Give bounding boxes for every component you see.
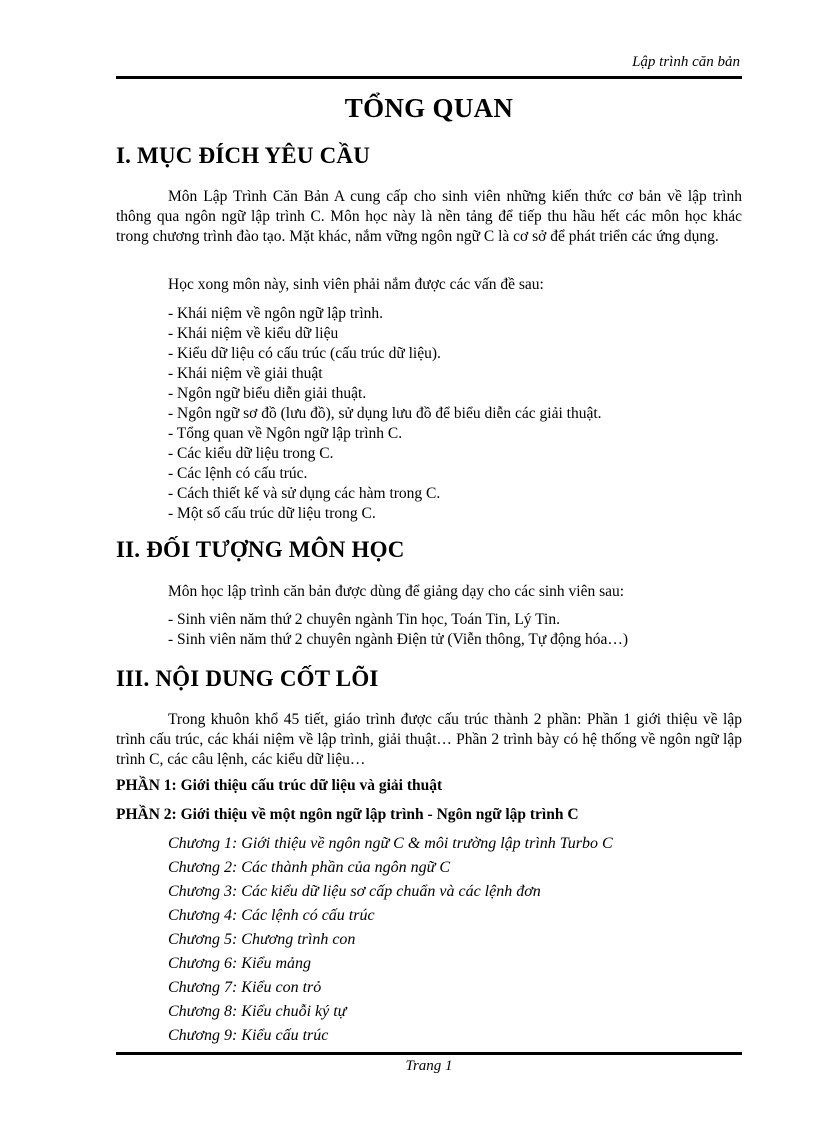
section-2-lead: Môn học lập trình căn bản được dùng để giảng dạy cho các sinh viên sau: [168,583,625,600]
section-1-lead: Học xong môn này, sinh viên phải nắm được các vấn đề sau: [168,276,544,293]
page-title: TỔNG QUAN [344,93,514,123]
section-heading-2: II. ĐỐI TƯỢNG MÔN HỌC [116,537,405,562]
list-item: - Cách thiết kế và sử dụng các hàm trong C. [168,485,441,502]
chapter-item: Chương 3: Các kiểu dữ liệu sơ cấp chuẩn và các lệnh đơn [168,883,541,900]
list-item: - Khái niệm về kiểu dữ liệu [168,325,339,342]
section-1-intro: Môn Lập Trình Căn Bản A cung cấp cho sinh viên những kiến thức cơ bản về lập trình thông qua ngôn ngữ lập trình C. Môn học này là nền tảng để tiếp thu hầu hết các môn học khác trong chương trình đào tạo. Mặt khác, nắm vững ngôn ngữ C là cơ sở để phát triển các ứng dụng. [116,188,742,245]
list-item: - Sinh viên năm thứ 2 chuyên ngành Điện tử (Viễn thông, Tự động hóa…) [168,631,629,648]
list-item: - Các kiểu dữ liệu trong C. [168,445,334,462]
part-1-line: PHẦN 1: Giới thiệu cấu trúc dữ liệu và giải thuật [116,777,443,794]
list-item: - Các lệnh có cấu trúc. [168,465,308,482]
list-item: - Một số cấu trúc dữ liệu trong C. [168,505,376,522]
list-item: - Tổng quan về Ngôn ngữ lập trình C. [168,425,403,442]
chapter-item: Chương 9: Kiểu cấu trúc [168,1027,329,1044]
list-item: - Khái niệm về ngôn ngữ lập trình. [168,305,384,322]
chapter-item: Chương 4: Các lệnh có cấu trúc [168,907,375,924]
chapter-item: Chương 1: Giới thiệu về ngôn ngữ C & môi trường lập trình Turbo C [168,835,613,852]
list-item: - Ngôn ngữ biểu diễn giải thuật. [168,385,367,402]
list-item: - Sinh viên năm thứ 2 chuyên ngành Tin học, Toán Tin, Lý Tin. [168,611,560,628]
section-heading-3: III. NỘI DUNG CỐT LÕI [116,666,379,691]
section-heading-1: I. MỤC ĐÍCH YÊU CẦU [116,143,371,168]
objectives-list [168,304,602,524]
list-item: - Kiểu dữ liệu có cấu trúc (cấu trúc dữ liệu). [168,345,441,362]
footer-rule [116,1052,742,1055]
header-rule [116,76,742,79]
chapter-item: Chương 2: Các thành phần của ngôn ngữ C [168,859,450,876]
list-item: - Khái niệm về giải thuật [168,365,323,382]
chapter-item: Chương 5: Chương trình con [168,931,356,948]
page-number: Trang 1 [405,1058,453,1074]
section-3-intro: Trong khuôn khổ 45 tiết, giáo trình được cấu trúc thành 2 phần: Phần 1 giới thiệu về lập trình cấu trúc, các khái niệm về lập trình, giải thuật… Phần 2 trình bày có hệ thống về ngôn ngữ lập trình C, các câu lệnh, các kiểu dữ liệu… [116,711,742,768]
part-2-line: PHẦN 2: Giới thiệu về một ngôn ngữ lập trình - Ngôn ngữ lập trình C [116,806,579,823]
chapter-item: Chương 6: Kiểu mảng [168,955,312,972]
list-item: - Ngôn ngữ sơ đồ (lưu đồ), sử dụng lưu đồ để biểu diễn các giải thuật. [168,405,602,422]
running-header: Lập trình căn bản [632,54,740,70]
chapter-list [168,832,613,1048]
chapter-item: Chương 7: Kiểu con trỏ [168,979,322,996]
chapter-item: Chương 8: Kiểu chuỗi ký tự [168,1003,347,1020]
audience-list [168,610,628,650]
